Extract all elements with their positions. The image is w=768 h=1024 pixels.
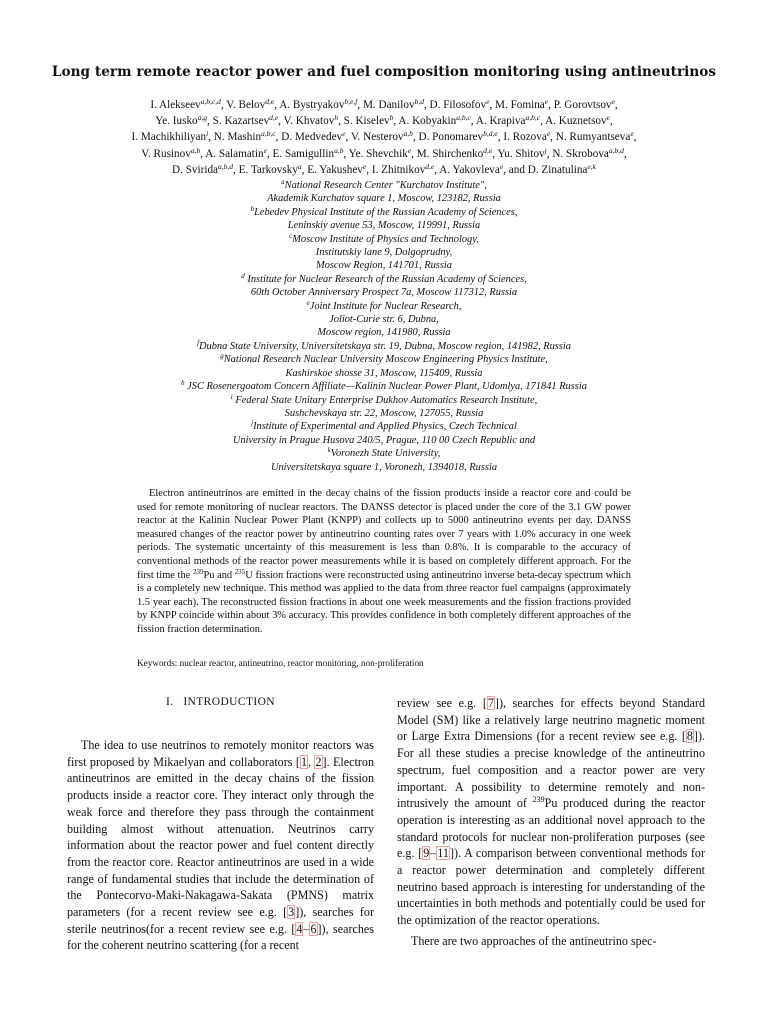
- author-name: E. Samigullin: [272, 147, 335, 160]
- author-affiliation-marker: e,k: [587, 161, 596, 171]
- author-affiliation-marker: e: [611, 97, 615, 106]
- paragraph-text: ), searches for the coherent neutrino scattering (for a recent: [67, 921, 374, 953]
- citation-link[interactable]: 11: [437, 846, 449, 861]
- affiliation-text: Dubna State University, Universitetskaya str. 19, Dubna, Moscow region, 141982, Russia: [199, 340, 571, 352]
- author-list: [40, 97, 728, 178]
- citation-link[interactable]: 3: [288, 905, 295, 920]
- paragraph-text: ). For all these studies a precise knowledge of the antineutrino spectrum, fuel composition and a reactor power are very important. A possibility to determine remotely and non-intrusively the amount of: [397, 729, 705, 811]
- author-name: A. Bystryakov: [279, 99, 345, 111]
- affiliation-marker: g: [220, 352, 224, 361]
- author-name: V. Nesterov: [350, 131, 404, 144]
- author-affiliation-marker: e: [362, 161, 367, 171]
- author-affiliation-marker: a,b,d: [608, 145, 624, 155]
- affiliation-marker: i: [230, 392, 233, 401]
- abstract: [137, 487, 631, 637]
- author-affiliation-marker: a,g: [197, 113, 208, 123]
- author-name: S. Kiselev: [343, 115, 390, 128]
- author-name: V. Rusinov: [141, 147, 191, 160]
- author-name: M. Shirchenko: [416, 147, 484, 160]
- author-affiliation-marker: a,b: [190, 145, 201, 155]
- author-affiliation-marker: e: [486, 97, 490, 106]
- affiliation-text: Moscow Institute of Physics and Technology,: [292, 233, 479, 245]
- affiliation-marker: d: [241, 271, 245, 280]
- affiliation-text: Institute for Nuclear Research of the Russian Academy of Sciences,: [244, 273, 527, 285]
- affiliation-text: Moscow Region, 141701, Russia: [316, 260, 452, 272]
- author-name: A. Yakovleva: [439, 163, 500, 176]
- abstract-text-3: U fission fractions were reconstructed using antineutrino inverse beta-decay spectrum which is a completely new technique. This method was applied to the data from three reactor fuel campaigns (approximately 1.5 year each). The reconstructed fission fractions in about one week measurements and the fission fractions provided by KNPP coincide within about 3% accuracy. This provides confidence in both completely different approaches of the fission fraction determination.: [137, 569, 631, 635]
- affiliation-line: [40, 434, 728, 447]
- author-affiliation-marker: e: [342, 129, 346, 139]
- citation-link[interactable]: 8: [686, 729, 693, 744]
- author-affiliation-marker: a: [297, 161, 302, 171]
- author-name: D. Zinatulina: [527, 163, 588, 176]
- affiliation-text: Lebedev Physical Institute of the Russian Academy of Sciences,: [254, 206, 518, 218]
- author-affiliation-marker: e: [407, 145, 412, 155]
- affiliation-line: [40, 367, 728, 380]
- affiliation-line: [40, 394, 728, 407]
- affiliation-line: [40, 233, 728, 246]
- author-affiliation-marker: e: [544, 97, 549, 106]
- author-name: N. Rumyantseva: [555, 131, 631, 144]
- affiliation-marker: e: [306, 298, 310, 307]
- citation-link[interactable]: 7: [487, 696, 494, 710]
- affiliation-line: [40, 407, 728, 420]
- affiliation-line: [40, 246, 728, 259]
- citation-link[interactable]: 4: [296, 921, 303, 936]
- affiliation-text: Joliot-Curie str. 6, Dubna,: [329, 314, 439, 326]
- author-affiliation-marker: d,e: [483, 145, 493, 155]
- affiliation-text: Leninskiy avenue 53, Moscow, 119991, Russia: [287, 220, 481, 232]
- affiliation-text: Institutskiy lane 9, Dolgoprudny,: [315, 247, 453, 259]
- author-line: V. Rusinov$^{a,b}$, A. Salamatin$^e$, E. Samigullin$^{a,b}$, Ye. Shevchik$^e$, M. Shirchenko$^{d,e}$, Yu. Shitov$^j$, N. Skrobova$^{a,b,d}$,: [141, 145, 627, 160]
- author-affiliation-marker: a,b,d: [218, 161, 234, 171]
- affiliation-text: 60th October Anniversary Prospect 7a, Moscow 117312, Russia: [250, 287, 518, 299]
- affiliation-line: [40, 326, 728, 339]
- author-name: S. Kazartsev: [212, 115, 270, 128]
- affiliation-line: [40, 313, 728, 326]
- affiliation-line: [40, 206, 728, 219]
- author-name: P. Gorovtsov: [553, 99, 612, 111]
- paragraph-text: ), searches for effects beyond Standard Model (SM) like a relatively large neutrino magnetic moment or Large Extra Dimensions (for a recent review see e.g.: [397, 696, 705, 744]
- affiliation-text: Sushchevskaya str. 22, Moscow, 127055, Russia: [284, 407, 484, 419]
- author-affiliation-marker: a,b: [403, 129, 413, 139]
- paragraph-text: Pu produced during the reactor operation is interesting as an additional novel approach to the standard protocols for nuclear non-proliferation purposes (see e.g.: [397, 796, 706, 861]
- paragraph-text: ), searches for sterile neutrinos(for a recent review see e.g.: [67, 905, 374, 936]
- intro-paragraph-continued: review see e.g. [7]), searches for effects beyond Standard Model (SM) like a relatively large neutrino magnetic moment or Large Extra Dimensions (for a recent review see e.g. [8]). For all these studies a precise knowledge of the antineutrino spectrum, fuel composition and a reactor power are very important. A possibility to determine remotely and non-intrusively the amount of $^{239}$Pu produced during the reactor operation is interesting as an additional novel approach to the standard protocols for nuclear non-proliferation purposes (see e.g. [9–11]). A comparison between conventional methods for a reactor power determination and completely different neutrino based approach is interesting for understanding of the uncertainties in both methods and potentially could be used for the optimization of the reactor operations.: [397, 696, 706, 928]
- author-affiliation-marker: i: [206, 129, 209, 139]
- author-name: Ye. Shevchik: [348, 147, 408, 160]
- author-affiliation-marker: a,b,c: [261, 129, 276, 139]
- author-affiliation-marker: j: [544, 145, 547, 155]
- author-affiliation-marker: b: [389, 113, 394, 123]
- paragraph-text: ). A comparison between conventional methods for a reactor power determination and completely different neutrino based approach is interesting for understanding of the uncertainties in both methods and potentially could be used for the optimization of the reactor operations.: [397, 846, 705, 928]
- author-affiliation-marker: a,b,c: [525, 113, 541, 123]
- isotope-mass-number: 235: [234, 567, 246, 576]
- author-name: I. Alekseev: [150, 99, 201, 111]
- author-name: D. Ponomarev: [418, 131, 484, 144]
- affiliation-text: Akademik Kurchatov square 1, Moscow, 123182, Russia: [267, 193, 501, 205]
- affiliation-line: [40, 353, 728, 366]
- affiliation-line: [40, 420, 728, 433]
- paragraph-text: review see e.g.: [397, 696, 483, 710]
- author-affiliation-marker: e: [630, 129, 634, 139]
- affiliation-text: Institute of Experimental and Applied Physics, Czech Technical: [253, 421, 517, 433]
- author-line: D. Svirida$^{a,b,d}$, E. Tarkovsky$^a$, E. Yakushev$^e$, I. Zhitnikov$^{d,e}$, A. Yakovleva$^e$, and D. Zinatulina$^{e,k}$: [172, 161, 596, 176]
- affiliation-line: [40, 286, 728, 299]
- affiliation-line: [40, 179, 728, 192]
- affiliation-line: [40, 380, 728, 393]
- affiliation-line: [40, 219, 728, 232]
- affiliation-text: Federal State Unitary Enterprise Dukhov Automatics Research Institute,: [232, 394, 538, 406]
- affiliation-text: National Research Nuclear University Moscow Engineering Physics Institute,: [223, 354, 548, 366]
- author-name: A. Kuznetsov: [545, 115, 607, 128]
- author-affiliation-marker: a,b,c,d: [200, 97, 221, 106]
- author-name: I. Machikhiliyan: [131, 131, 207, 144]
- citation-link[interactable]: 1: [300, 754, 307, 769]
- affiliation-marker: c: [289, 231, 293, 240]
- affiliation-text: University in Prague Husova 240/5, Prague, 110 00 Czech Republic and: [232, 434, 536, 446]
- citation-link[interactable]: 9: [423, 846, 430, 861]
- isotope-mass-number: 239: [192, 567, 204, 576]
- author-affiliation-marker: h: [334, 113, 339, 123]
- author-affiliation-marker: b,d: [414, 97, 424, 106]
- affiliation-text: JSC Rosenergoatom Concern Affiliate—Kalinin Nuclear Power Plant, Udomlya, 171841 Russia: [184, 381, 587, 393]
- author-line: I. Alekseev$^{a,b,c,d}$, V. Belov$^{d,e}$, A. Bystryakov$^{b,e,f}$, M. Danilov$^{b,d}$, D. Filosofov$^e$, M. Fomina$^e$, P. Gorovtsov$^e$,: [150, 97, 618, 111]
- author-line: Ye. Iusko$^{a,g}$, S. Kazartsev$^{d,e}$, V. Khvatov$^h$, S. Kiselev$^b$, A. Kobyakin$^{a,b,c}$, A. Krapiva$^{a,b,c}$, A. Kuznetsov$^e$,: [155, 113, 613, 128]
- author-name: D. Svirida: [172, 163, 219, 176]
- author-name: D. Medvedev: [281, 131, 343, 144]
- author-name: N. Mashin: [213, 131, 262, 144]
- author-name: M. Fomina: [495, 99, 545, 111]
- author-name: M. Danilov: [362, 99, 415, 111]
- left-column: [67, 695, 374, 954]
- affiliation-marker: a: [281, 178, 285, 186]
- author-affiliation-marker: b,e,f: [344, 97, 358, 106]
- author-name: A. Salamatin: [205, 147, 264, 160]
- author-name: E. Yakushev: [307, 163, 363, 176]
- author-name: D. Filosofov: [429, 99, 487, 111]
- intro-paragraph-2: [397, 933, 705, 950]
- section-heading: [67, 695, 374, 710]
- paragraph-text: There are two approaches of the antineutrino spec-: [411, 933, 657, 948]
- author-name: V. Belov: [226, 99, 266, 111]
- affiliation-line: [40, 447, 728, 460]
- affiliation-marker: f: [197, 338, 200, 347]
- paragraph-text: . Electron antineutrinos are emitted in the decay chains of the fission products inside a reactor core. They interact only through the weak force and therefore they pass through the containment building almost without attenuation. Neutrinos carry information about the reactor power and fuel content directly from the reactor core. Reactor antineutrinos are used in a wide range of fundamental studies that include the determination of the Pontecorvo-Maki-Nakagawa-Sakata (PMNS) matrix parameters (for a recent review see e.g.: [67, 754, 374, 920]
- affiliation-text: Joint Institute for Nuclear Research,: [309, 300, 462, 312]
- author-affiliation-marker: d,e: [265, 97, 275, 106]
- paragraph-text: The idea to use neutrinos to remotely monitor reactors was first proposed by Mikaelyan and collaborators: [67, 738, 374, 769]
- affiliation-list: [40, 179, 728, 474]
- author-name: Yu. Shitov: [497, 147, 545, 160]
- intro-paragraph: The idea to use neutrinos to remotely monitor reactors was first proposed by Mikaelyan and collaborators [1, 2]. Electron antineutrinos are emitted in the decay chains of the fission products inside a reactor core. They interact only through the weak force and therefore they pass through the containment building almost without attenuation. Neutrinos carry information about the reactor power and fuel content directly from the reactor core. Reactor antineutrinos are used in a wide range of fundamental studies that include the determination of the Pontecorvo-Maki-Nakagawa-Sakata (PMNS) matrix parameters (for a recent review see e.g. [3]), searches for sterile neutrinos(for a recent review see e.g. [4–6]), searches for the coherent neutrino scattering (for a recent: [67, 738, 374, 953]
- right-column: [397, 695, 705, 950]
- citation-link[interactable]: 6: [310, 921, 317, 936]
- section-number: I.: [165, 696, 174, 708]
- author-affiliation-marker: e: [546, 129, 551, 139]
- affiliation-text: Moscow region, 141980, Russia: [317, 327, 451, 339]
- author-name: E. Tarkovsky: [238, 163, 298, 176]
- author-name: A. Kobyakin: [398, 115, 457, 128]
- author-affiliation-marker: d,e: [269, 113, 279, 123]
- author-affiliation-marker: d,e: [425, 161, 435, 171]
- affiliation-line: [40, 300, 728, 313]
- affiliation-line: [40, 273, 728, 286]
- author-name: N. Skrobova: [552, 147, 609, 160]
- affiliation-line: [40, 259, 728, 272]
- author-affiliation-marker: a,b: [334, 145, 344, 155]
- abstract-text-2: Pu and: [203, 569, 235, 581]
- affiliation-marker: h: [181, 379, 185, 388]
- affiliation-text: National Research Center "Kurchatov Institute",: [284, 180, 487, 191]
- isotope-mass-number: 239: [532, 795, 545, 805]
- paper-title: Long term remote reactor power and fuel composition monitoring using antineutrinos: [51, 64, 717, 80]
- author-affiliation-marker: e: [499, 161, 504, 171]
- affiliation-line: [40, 192, 728, 205]
- affiliation-text: Kashirskoe shosse 31, Moscow, 115409, Russia: [285, 367, 483, 379]
- affiliation-marker: j: [251, 419, 254, 428]
- author-affiliation-marker: a,b,c: [456, 113, 471, 123]
- author-name: I. Zhitnikov: [371, 163, 426, 176]
- author-name: Ye. Iusko: [155, 115, 198, 128]
- affiliation-line: [40, 340, 728, 353]
- section-title: INTRODUCTION: [183, 696, 276, 708]
- affiliation-text: Voronezh State University,: [330, 448, 441, 460]
- author-name: V. Khvatov: [283, 115, 335, 128]
- affiliation-text: Universitetskaya square 1, Voronezh, 1394018, Russia: [270, 461, 498, 473]
- affiliation-marker: b: [250, 204, 255, 213]
- affiliation-line: [40, 461, 728, 474]
- author-affiliation-marker: b,d,e: [483, 129, 498, 139]
- keywords: Keywords: nuclear reactor, antineutrino, reactor monitoring, non-proliferation: [137, 658, 424, 668]
- author-line: I. Machikhiliyan$^i$, N. Mashin$^{a,b,c}$, D. Medvedev$^e$, V. Nesterov$^{a,b}$, D. Ponomarev$^{b,d,e}$, I. Rozova$^e$, N. Rumyantseva$^e$,: [131, 129, 637, 144]
- abstract-text-1: Electron antineutrinos are emitted in the decay chains of the fission products inside a reactor core and could be used for remote monitoring of nuclear reactors. The DANSS detector is placed under the core of the 3.1 GW power reactor at the Kalinin Nuclear Power Plant (KNPP) and collects up to 5000 antineutrino events per day. DANSS measured changes of the reactor power by antineutrino counting rates over 7 years with 1.0% accuracy in one week periods. The systematic uncertainty of this measurement is less than 0.8%. It is comparable to the accuracy of conventional methods of the reactor power measurements while it is based on completely different approach. For the first time the: [137, 488, 631, 581]
- author-affiliation-marker: e: [263, 145, 267, 155]
- author-name: I. Rozova: [503, 131, 547, 144]
- citation-link[interactable]: 2: [315, 754, 322, 769]
- author-affiliation-marker: e: [606, 113, 610, 123]
- affiliation-marker: k: [327, 446, 331, 455]
- author-name: A. Krapiva: [475, 115, 526, 128]
